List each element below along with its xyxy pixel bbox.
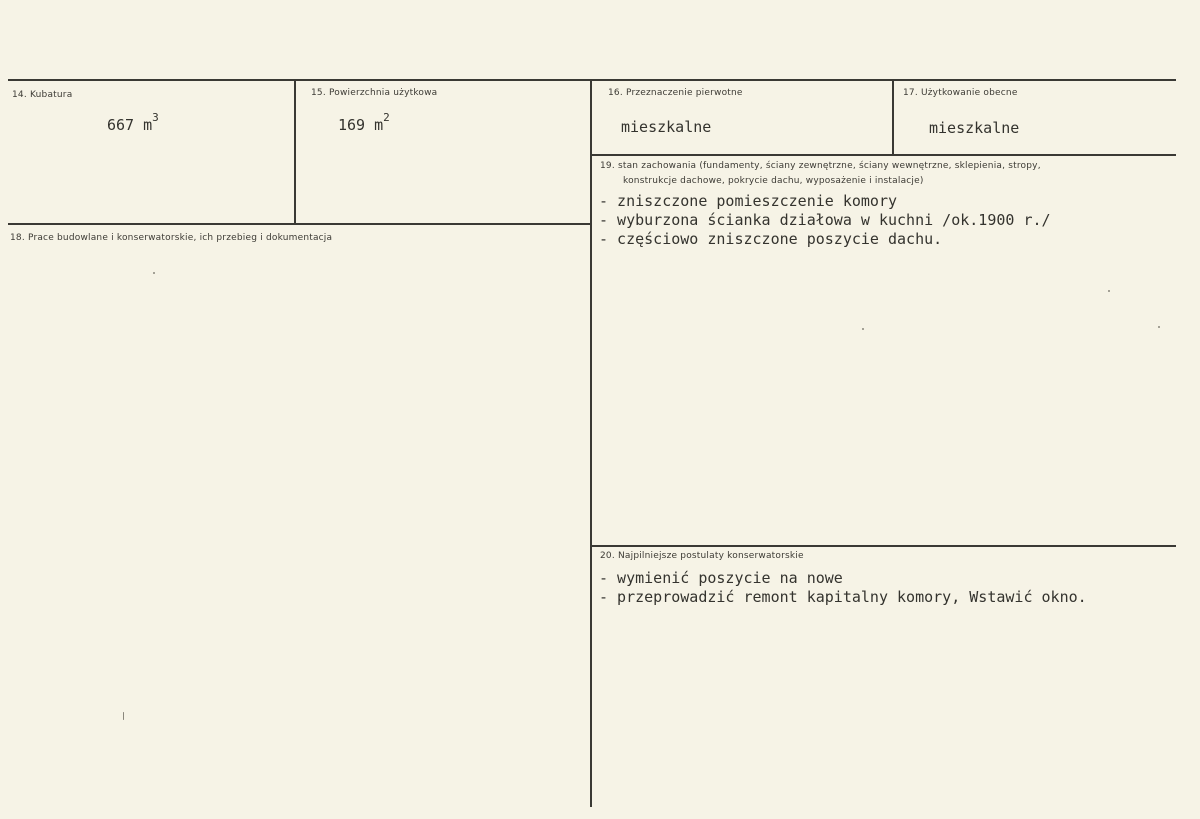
paper-speck bbox=[123, 712, 124, 720]
field-14-value-text: 667 m bbox=[107, 116, 153, 134]
field-14-value bbox=[107, 111, 159, 134]
field-14-exponent: 3 bbox=[152, 111, 159, 124]
divider-16-17 bbox=[892, 80, 894, 154]
paper-speck bbox=[153, 272, 155, 274]
field-15-exponent: 2 bbox=[383, 111, 390, 124]
field-15-value bbox=[338, 111, 390, 134]
field-17-label: 17. Użytkowanie obecne bbox=[903, 88, 1018, 98]
rule-above-field20 bbox=[592, 545, 1176, 547]
field-20-line: - przeprowadzić remont kapitalny komory, Wstawić okno. bbox=[599, 588, 1087, 606]
divider-14-15 bbox=[294, 80, 296, 223]
field-15-value-text: 169 m bbox=[338, 116, 384, 134]
center-divider bbox=[590, 80, 592, 807]
paper-speck bbox=[1158, 326, 1160, 328]
field-19-line: - częściowo zniszczone poszycie dachu. bbox=[599, 230, 943, 248]
rule-below-row1-right bbox=[592, 154, 1176, 156]
field-20-line: - wymienić poszycie na nowe bbox=[599, 569, 843, 587]
field-20-text bbox=[599, 569, 1087, 607]
paper-speck bbox=[1108, 290, 1110, 292]
field-19-line: - zniszczone pomieszczenie komory bbox=[599, 192, 898, 210]
paper-speck bbox=[862, 328, 864, 330]
field-20-label: 20. Najpilniejsze postulaty konserwatorskie bbox=[600, 551, 804, 561]
field-18-label: 18. Prace budowlane i konserwatorskie, ich przebieg i dokumentacja bbox=[10, 233, 333, 243]
top-rule bbox=[8, 79, 1176, 81]
field-16-value: mieszkalne bbox=[621, 118, 712, 136]
field-19-line: - wyburzona ścianka działowa w kuchni /ok.1900 r./ bbox=[599, 211, 1051, 229]
rule-below-row1-left bbox=[8, 223, 592, 225]
field-15-label: 15. Powierzchnia użytkowa bbox=[311, 88, 438, 98]
field-19-text bbox=[599, 192, 1051, 249]
field-17-value: mieszkalne bbox=[929, 119, 1020, 137]
field-16-label: 16. Przeznaczenie pierwotne bbox=[608, 88, 743, 98]
field-14-label: 14. Kubatura bbox=[12, 90, 73, 100]
field-19-label-line1: 19. stan zachowania (fundamenty, ściany zewnętrzne, ściany wewnętrzne, sklepienia, stropy, bbox=[600, 161, 1041, 171]
field-19-label-line2: konstrukcje dachowe, pokrycie dachu, wyposażenie i instalacje) bbox=[623, 176, 924, 186]
